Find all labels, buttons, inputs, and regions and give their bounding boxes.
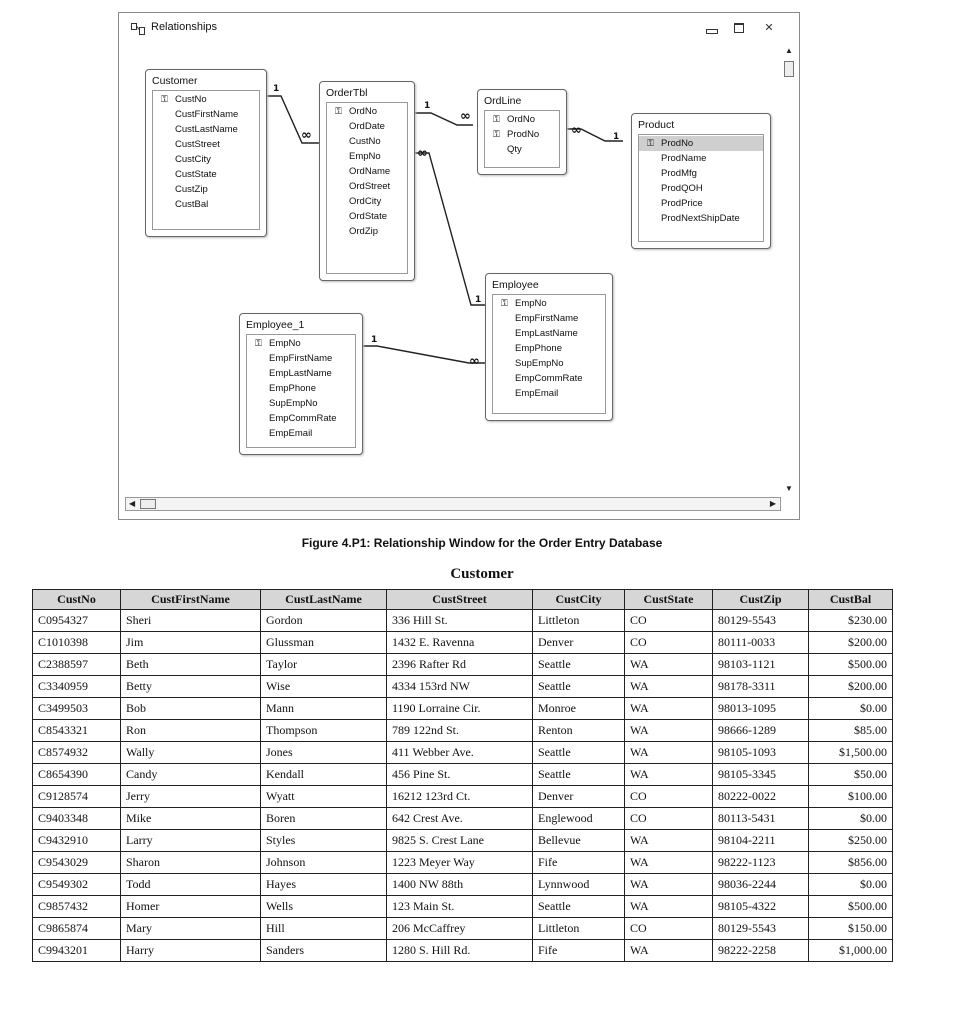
- table-cell: 456 Pine St.: [387, 764, 533, 786]
- table-cell: 80113-5431: [713, 808, 809, 830]
- customer-table-title: Customer: [450, 566, 514, 582]
- relationships-window: [118, 12, 800, 520]
- column-header: CustState: [625, 590, 713, 610]
- table-cell: Denver: [533, 632, 625, 654]
- table-cell: Wally: [121, 742, 261, 764]
- table-cell: C9432910: [33, 830, 121, 852]
- table-cell: C9865874: [33, 918, 121, 940]
- table-employee[interactable]: [485, 273, 613, 421]
- field-item[interactable]: EmpFirstName: [515, 313, 579, 324]
- field-item[interactable]: CustStreet: [175, 139, 220, 150]
- table-name: OrderTbl: [326, 87, 368, 99]
- rel-label-many: ∞: [301, 128, 312, 143]
- field-item[interactable]: ProdPrice: [661, 198, 703, 209]
- column-header: CustZip: [713, 590, 809, 610]
- field-item[interactable]: CustZip: [175, 184, 208, 195]
- field-item[interactable]: ProdQOH: [661, 183, 703, 194]
- table-cell: Fife: [533, 940, 625, 962]
- table-cell: C9549302: [33, 874, 121, 896]
- table-cell: Beth: [121, 654, 261, 676]
- table-cell: 98222-2258: [713, 940, 809, 962]
- table-cell: $500.00: [809, 896, 893, 918]
- table-cell: C3499503: [33, 698, 121, 720]
- field-item[interactable]: CustLastName: [175, 124, 238, 135]
- column-header: CustNo: [33, 590, 121, 610]
- table-cell: $200.00: [809, 632, 893, 654]
- table-cell: C2388597: [33, 654, 121, 676]
- field-item[interactable]: OrdZip: [349, 226, 379, 237]
- table-cell: Todd: [121, 874, 261, 896]
- field-item[interactable]: ⚿ ProdNo: [639, 136, 763, 151]
- table-row: [33, 698, 893, 720]
- table-cell: C9128574: [33, 786, 121, 808]
- field-item[interactable]: SupEmpNo: [515, 358, 564, 369]
- vertical-scroll-thumb[interactable]: [784, 61, 794, 77]
- table-cell: Lynnwood: [533, 874, 625, 896]
- table-cell: 789 122nd St.: [387, 720, 533, 742]
- table-cell: WA: [625, 764, 713, 786]
- table-cell: 98105-3345: [713, 764, 809, 786]
- field-item[interactable]: CustCity: [175, 154, 211, 165]
- table-cell: Harry: [121, 940, 261, 962]
- rel-ordertbl-employee: [415, 153, 485, 305]
- table-cell: CO: [625, 786, 713, 808]
- table-cell: CO: [625, 632, 713, 654]
- field-item[interactable]: EmpEmail: [515, 388, 559, 399]
- scroll-left-icon[interactable]: ◀: [129, 499, 136, 508]
- relationships-icon: [131, 23, 145, 35]
- table-cell: 98104-2211: [713, 830, 809, 852]
- table-cell: $230.00: [809, 610, 893, 632]
- table-cell: 98666-1289: [713, 720, 809, 742]
- table-cell: WA: [625, 698, 713, 720]
- table-cell: WA: [625, 896, 713, 918]
- table-cell: C1010398: [33, 632, 121, 654]
- table-cell: $1,000.00: [809, 940, 893, 962]
- table-cell: Jones: [261, 742, 387, 764]
- table-cell: Sharon: [121, 852, 261, 874]
- table-cell: Sanders: [261, 940, 387, 962]
- table-row: [33, 786, 893, 808]
- horizontal-scroll-thumb[interactable]: [140, 499, 156, 509]
- table-cell: WA: [625, 720, 713, 742]
- rel-label-many: ∞: [469, 354, 480, 369]
- field-item[interactable]: ⚿ EmpNo: [255, 338, 301, 349]
- table-cell: Larry: [121, 830, 261, 852]
- primary-key-icon: ⚿: [501, 298, 508, 308]
- table-employee-1[interactable]: [239, 313, 363, 455]
- figure-caption: Figure 4.P1: Relationship Window for the Order Entry Database: [301, 536, 663, 550]
- column-header: CustLastName: [261, 590, 387, 610]
- table-row: [33, 830, 893, 852]
- field-list: [484, 110, 560, 168]
- table-cell: WA: [625, 654, 713, 676]
- field-item[interactable]: EmpLastName: [269, 368, 332, 379]
- scroll-right-icon[interactable]: ▶: [769, 499, 776, 508]
- table-name: Employee: [492, 279, 539, 291]
- table-cell: Bob: [121, 698, 261, 720]
- table-row: [33, 808, 893, 830]
- table-cell: CO: [625, 610, 713, 632]
- table-cell: 123 Main St.: [387, 896, 533, 918]
- table-cell: 98103-1121: [713, 654, 809, 676]
- field-item[interactable]: ⚿ OrdNo: [335, 106, 377, 117]
- field-list: [638, 134, 764, 242]
- primary-key-icon: ⚿: [335, 106, 342, 116]
- table-customer[interactable]: [145, 69, 267, 237]
- field-list: [152, 90, 260, 230]
- table-cell: WA: [625, 874, 713, 896]
- rel-label-many: ∞: [460, 109, 471, 124]
- table-cell: $0.00: [809, 698, 893, 720]
- field-item[interactable]: ProdNextShipDate: [661, 213, 740, 224]
- field-item[interactable]: OrdStreet: [349, 181, 391, 192]
- window-titlebar[interactable]: [119, 13, 799, 43]
- table-cell: $200.00: [809, 676, 893, 698]
- field-item[interactable]: ⚿ CustNo: [161, 94, 207, 105]
- field-item[interactable]: EmpFirstName: [269, 353, 333, 364]
- table-cell: Thompson: [261, 720, 387, 742]
- table-cell: 642 Crest Ave.: [387, 808, 533, 830]
- table-cell: 98178-3311: [713, 676, 809, 698]
- table-cell: 16212 123rd Ct.: [387, 786, 533, 808]
- field-item[interactable]: ProdName: [661, 153, 707, 164]
- table-cell: 9825 S. Crest Lane: [387, 830, 533, 852]
- table-cell: Seattle: [533, 654, 625, 676]
- rel-label-one: 1: [371, 335, 378, 345]
- table-ordertbl[interactable]: [319, 81, 415, 281]
- column-header: CustCity: [533, 590, 625, 610]
- primary-key-icon: ⚿: [493, 129, 500, 139]
- table-cell: C0954327: [33, 610, 121, 632]
- table-row: [33, 676, 893, 698]
- close-button[interactable]: [761, 21, 777, 35]
- table-cell: CO: [625, 808, 713, 830]
- column-header: CustBal: [809, 590, 893, 610]
- table-row: [33, 896, 893, 918]
- field-item[interactable]: CustFirstName: [175, 109, 239, 120]
- table-cell: 98222-1123: [713, 852, 809, 874]
- table-cell: 80222-0022: [713, 786, 809, 808]
- customer-data-table: [32, 589, 893, 962]
- table-cell: $1,500.00: [809, 742, 893, 764]
- table-cell: WA: [625, 940, 713, 962]
- minimize-icon: [706, 29, 718, 34]
- table-cell: Seattle: [533, 676, 625, 698]
- table-cell: C8654390: [33, 764, 121, 786]
- table-cell: C8574932: [33, 742, 121, 764]
- table-cell: $250.00: [809, 830, 893, 852]
- table-cell: 98036-2244: [713, 874, 809, 896]
- table-row: [33, 742, 893, 764]
- table-cell: Styles: [261, 830, 387, 852]
- window-title: Relationships: [151, 21, 218, 33]
- table-cell: 411 Webber Ave.: [387, 742, 533, 764]
- table-cell: Candy: [121, 764, 261, 786]
- field-list: [246, 334, 356, 448]
- table-cell: Wise: [261, 676, 387, 698]
- table-cell: C9543029: [33, 852, 121, 874]
- table-ordline[interactable]: [477, 89, 567, 175]
- field-item[interactable]: ⚿ ProdNo: [493, 129, 540, 140]
- table-row: [33, 874, 893, 896]
- minimize-button[interactable]: [703, 21, 719, 35]
- maximize-icon: [734, 23, 744, 33]
- table-cell: 98105-4322: [713, 896, 809, 918]
- table-cell: $85.00: [809, 720, 893, 742]
- table-cell: C3340959: [33, 676, 121, 698]
- field-list: [492, 294, 606, 414]
- table-cell: Mary: [121, 918, 261, 940]
- table-cell: $0.00: [809, 874, 893, 896]
- table-cell: 1432 E. Ravenna: [387, 632, 533, 654]
- table-cell: Seattle: [533, 742, 625, 764]
- table-cell: Hill: [261, 918, 387, 940]
- column-header: CustStreet: [387, 590, 533, 610]
- table-cell: Jerry: [121, 786, 261, 808]
- rel-label-many: ∞: [571, 123, 582, 138]
- rel-label-many: ∞: [417, 146, 428, 161]
- table-name: Customer: [152, 75, 198, 87]
- table-cell: Glussman: [261, 632, 387, 654]
- rel-label-one: 1: [424, 101, 431, 111]
- table-cell: 98105-1093: [713, 742, 809, 764]
- table-name: OrdLine: [484, 95, 522, 107]
- table-cell: $50.00: [809, 764, 893, 786]
- table-cell: $0.00: [809, 808, 893, 830]
- table-cell: Bellevue: [533, 830, 625, 852]
- primary-key-icon: ⚿: [161, 94, 168, 104]
- table-cell: Englewood: [533, 808, 625, 830]
- field-item[interactable]: CustState: [175, 169, 217, 180]
- table-header-row: [33, 590, 893, 610]
- field-item[interactable]: EmpPhone: [515, 343, 563, 354]
- horizontal-scrollbar[interactable]: [125, 497, 781, 511]
- field-item[interactable]: ProdMfg: [661, 168, 697, 179]
- table-cell: Mike: [121, 808, 261, 830]
- table-cell: 80111-0033: [713, 632, 809, 654]
- table-cell: Renton: [533, 720, 625, 742]
- table-cell: 98013-1095: [713, 698, 809, 720]
- table-row: [33, 654, 893, 676]
- table-cell: C9943201: [33, 940, 121, 962]
- table-cell: WA: [625, 852, 713, 874]
- field-item[interactable]: OrdCity: [349, 196, 382, 207]
- table-name: Product: [638, 119, 675, 131]
- field-item[interactable]: OrdState: [349, 211, 388, 222]
- table-row: [33, 720, 893, 742]
- field-item[interactable]: EmpCommRate: [269, 413, 337, 424]
- table-row: [33, 940, 893, 962]
- table-cell: Jim: [121, 632, 261, 654]
- table-cell: 1280 S. Hill Rd.: [387, 940, 533, 962]
- table-cell: Wells: [261, 896, 387, 918]
- table-cell: Kendall: [261, 764, 387, 786]
- table-cell: 206 McCaffrey: [387, 918, 533, 940]
- table-cell: WA: [625, 742, 713, 764]
- vertical-scrollbar[interactable]: [783, 45, 795, 501]
- field-item[interactable]: SupEmpNo: [269, 398, 318, 409]
- table-product[interactable]: [631, 113, 771, 249]
- field-item[interactable]: CustBal: [175, 199, 209, 210]
- field-item[interactable]: OrdDate: [349, 121, 385, 132]
- table-cell: C9857432: [33, 896, 121, 918]
- table-cell: Seattle: [533, 764, 625, 786]
- field-item[interactable]: EmpCommRate: [515, 373, 583, 384]
- table-cell: $856.00: [809, 852, 893, 874]
- table-cell: Hayes: [261, 874, 387, 896]
- primary-key-icon: ⚿: [647, 138, 654, 148]
- table-cell: WA: [625, 830, 713, 852]
- table-row: [33, 918, 893, 940]
- rel-label-one: 1: [273, 84, 280, 94]
- table-cell: Littleton: [533, 918, 625, 940]
- table-cell: 80129-5543: [713, 918, 809, 940]
- table-cell: 80129-5543: [713, 610, 809, 632]
- table-row: [33, 764, 893, 786]
- table-cell: Gordon: [261, 610, 387, 632]
- scroll-up-icon[interactable]: ▲: [785, 46, 793, 55]
- table-cell: Monroe: [533, 698, 625, 720]
- table-row: [33, 632, 893, 654]
- table-row: [33, 610, 893, 632]
- table-cell: Seattle: [533, 896, 625, 918]
- table-cell: Ron: [121, 720, 261, 742]
- field-item[interactable]: OrdName: [349, 166, 391, 177]
- table-cell: Wyatt: [261, 786, 387, 808]
- field-item[interactable]: Qty: [507, 144, 522, 155]
- table-cell: $100.00: [809, 786, 893, 808]
- table-cell: 1190 Lorraine Cir.: [387, 698, 533, 720]
- primary-key-icon: ⚿: [255, 338, 262, 348]
- table-cell: Mann: [261, 698, 387, 720]
- column-header: CustFirstName: [121, 590, 261, 610]
- table-name: Employee_1: [246, 319, 305, 331]
- table-cell: Johnson: [261, 852, 387, 874]
- relationships-canvas: [119, 43, 783, 501]
- close-icon: ✕: [764, 22, 774, 34]
- table-cell: Sheri: [121, 610, 261, 632]
- table-row: [33, 852, 893, 874]
- field-list: [326, 102, 408, 274]
- field-item[interactable]: ⚿ OrdNo: [493, 114, 535, 125]
- table-cell: Fife: [533, 852, 625, 874]
- rel-label-one: 1: [475, 295, 482, 305]
- table-cell: 336 Hill St.: [387, 610, 533, 632]
- table-cell: 4334 153rd NW: [387, 676, 533, 698]
- table-cell: C9403348: [33, 808, 121, 830]
- table-cell: Denver: [533, 786, 625, 808]
- table-cell: 2396 Rafter Rd: [387, 654, 533, 676]
- table-cell: WA: [625, 676, 713, 698]
- maximize-button[interactable]: [731, 21, 747, 35]
- table-cell: C8543321: [33, 720, 121, 742]
- table-cell: 1400 NW 88th: [387, 874, 533, 896]
- table-cell: $150.00: [809, 918, 893, 940]
- scroll-down-icon[interactable]: ▼: [785, 484, 793, 493]
- field-item[interactable]: ⚿ EmpNo: [501, 298, 547, 309]
- table-cell: Homer: [121, 896, 261, 918]
- rel-employee1-employee: [363, 346, 485, 363]
- table-cell: Betty: [121, 676, 261, 698]
- primary-key-icon: ⚿: [493, 114, 500, 124]
- field-item[interactable]: EmpPhone: [269, 383, 317, 394]
- field-item[interactable]: EmpNo: [349, 151, 381, 162]
- field-item[interactable]: CustNo: [349, 136, 381, 147]
- table-cell: Littleton: [533, 610, 625, 632]
- table-cell: 1223 Meyer Way: [387, 852, 533, 874]
- table-body: [33, 610, 893, 962]
- table-cell: Taylor: [261, 654, 387, 676]
- rel-label-one: 1: [613, 132, 620, 142]
- table-cell: Boren: [261, 808, 387, 830]
- table-cell: CO: [625, 918, 713, 940]
- table-cell: $500.00: [809, 654, 893, 676]
- field-item[interactable]: EmpEmail: [269, 428, 313, 439]
- field-item[interactable]: EmpLastName: [515, 328, 578, 339]
